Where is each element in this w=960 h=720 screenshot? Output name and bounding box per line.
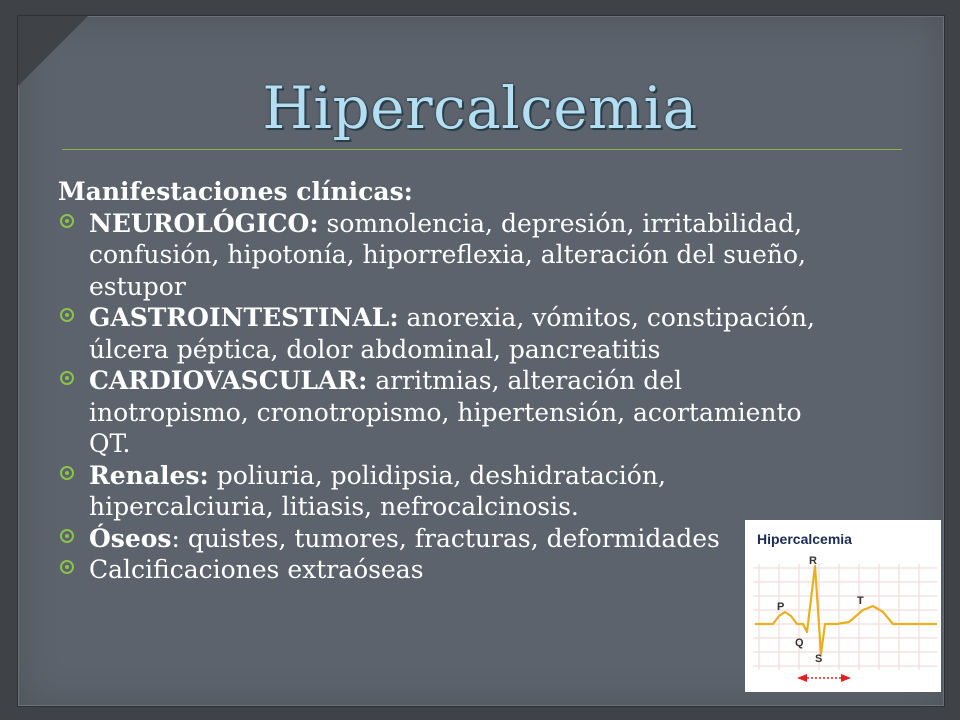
bullet-icon xyxy=(60,214,74,228)
item-text: : quistes, tumores, fracturas, deformidades xyxy=(171,523,720,553)
list-item xyxy=(58,302,818,365)
item-label: NEUROLÓGICO: xyxy=(89,208,319,238)
ecg-figure xyxy=(745,520,941,692)
list-item xyxy=(58,208,818,303)
bullet-icon xyxy=(60,308,74,322)
bullet-icon xyxy=(60,529,74,543)
bullet-icon xyxy=(60,466,74,480)
label-r: R xyxy=(809,555,817,567)
item-text: arritmias, alteración del inotropismo, cronotropismo, hipertensión, acortamiento QT. xyxy=(89,366,802,458)
label-s: S xyxy=(815,653,823,665)
title-divider xyxy=(62,149,902,150)
item-label: Renales: xyxy=(89,460,209,490)
section-heading: Manifestaciones clínicas: xyxy=(58,177,413,206)
label-p: P xyxy=(777,601,785,613)
list-item xyxy=(58,554,818,586)
ecg-grid xyxy=(753,564,937,670)
ecg-svg xyxy=(745,520,941,692)
item-text: anorexia, vómitos, constipación, úlcera péptica, dolor abdominal, pancreatitis xyxy=(89,303,815,364)
bullet-icon xyxy=(60,560,74,574)
item-text: somnolencia, depresión, irritabilidad, confusión, hipotonía, hiporreflexia, alteración del sueño, estupor xyxy=(89,208,806,301)
list-item xyxy=(58,365,818,460)
bullet-icon xyxy=(60,371,74,385)
label-t: T xyxy=(857,595,864,607)
bullet-list xyxy=(58,208,818,586)
list-item xyxy=(58,460,818,523)
item-text: poliuria, polidipsia, deshidratación, hipercalciuria, litiasis, nefrocalcinosis. xyxy=(89,460,666,521)
figure-title: Hipercalcemia xyxy=(757,531,852,547)
item-text: Calcificaciones extraóseas xyxy=(89,555,424,584)
label-q: Q xyxy=(795,637,804,649)
slide-body xyxy=(58,176,818,586)
item-label: CARDIOVASCULAR: xyxy=(89,366,368,395)
list-item xyxy=(58,523,818,555)
slide-title: Hipercalcemia xyxy=(262,74,698,142)
qt-interval-arrow xyxy=(797,674,851,682)
item-label: GASTROINTESTINAL: xyxy=(89,303,399,332)
item-label: Óseos xyxy=(89,523,172,553)
